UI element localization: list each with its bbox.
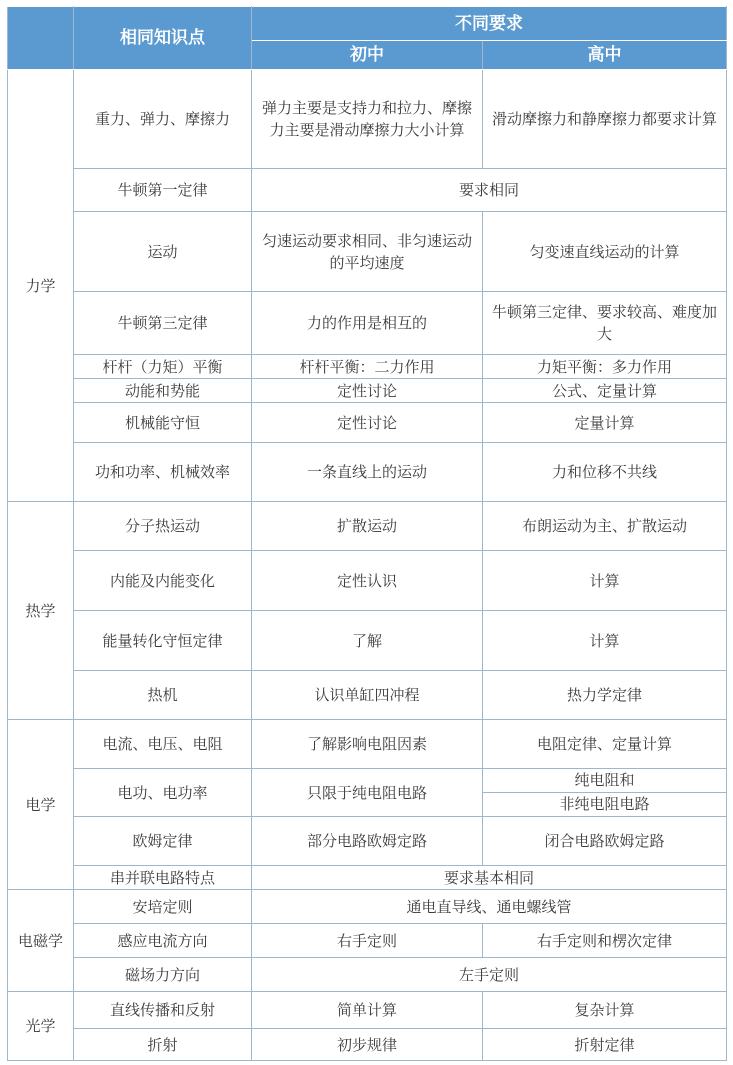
category-electricity: 电学 <box>8 720 74 890</box>
topic-cell: 安培定则 <box>74 890 252 924</box>
senior-cell-upper: 纯电阻和 <box>483 769 726 793</box>
topic-cell: 牛顿第一定律 <box>74 169 252 212</box>
table-row <box>8 720 727 769</box>
topic-cell: 热机 <box>74 671 252 720</box>
senior-split-cell <box>483 769 727 817</box>
senior-cell: 折射定律 <box>483 1029 727 1061</box>
senior-cell: 匀变速直线运动的计算 <box>483 212 727 292</box>
junior-cell: 右手定则 <box>252 924 483 958</box>
category-thermal: 热学 <box>8 502 74 720</box>
junior-cell: 一条直线上的运动 <box>252 443 483 502</box>
junior-cell: 了解影响电阻因素 <box>252 720 483 769</box>
junior-cell: 扩散运动 <box>252 502 483 551</box>
comparison-table <box>7 6 727 1061</box>
table-row <box>8 551 727 611</box>
topic-cell: 运动 <box>74 212 252 292</box>
senior-cell: 复杂计算 <box>483 992 727 1029</box>
topic-cell: 磁场力方向 <box>74 958 252 992</box>
shared-requirement-cell: 左手定则 <box>252 958 727 992</box>
senior-cell: 电阻定律、定量计算 <box>483 720 727 769</box>
junior-cell: 定性讨论 <box>252 379 483 403</box>
senior-cell: 计算 <box>483 611 727 671</box>
table-row <box>8 992 727 1029</box>
junior-cell: 定性认识 <box>252 551 483 611</box>
senior-cell: 计算 <box>483 551 727 611</box>
senior-cell: 定量计算 <box>483 403 727 443</box>
topic-cell: 杆杆（力矩）平衡 <box>74 355 252 379</box>
header-blank <box>8 7 74 70</box>
table-row <box>8 924 727 958</box>
table-row <box>8 403 727 443</box>
junior-cell: 初步规律 <box>252 1029 483 1061</box>
table-row <box>8 443 727 502</box>
topic-cell: 电功、电功率 <box>74 769 252 817</box>
table-row <box>8 866 727 890</box>
topic-cell: 欧姆定律 <box>74 817 252 866</box>
table-row <box>8 769 727 817</box>
senior-cell: 力矩平衡：多力作用 <box>483 355 727 379</box>
table-row <box>8 1029 727 1061</box>
shared-requirement-cell: 通电直导线、通电螺线管 <box>252 890 727 924</box>
header-junior: 初中 <box>252 41 483 70</box>
junior-cell: 匀速运动要求相同、非匀速运动的平均速度 <box>252 212 483 292</box>
junior-cell: 只限于纯电阻电路 <box>252 769 483 817</box>
table-row <box>8 958 727 992</box>
table-row <box>8 890 727 924</box>
topic-cell: 串并联电路特点 <box>74 866 252 890</box>
senior-cell: 闭合电路欧姆定路 <box>483 817 727 866</box>
shared-requirement-cell: 要求基本相同 <box>252 866 727 890</box>
topic-cell: 折射 <box>74 1029 252 1061</box>
category-electromagnetism: 电磁学 <box>8 890 74 992</box>
junior-cell: 定性讨论 <box>252 403 483 443</box>
topic-cell: 分子热运动 <box>74 502 252 551</box>
table-row <box>8 671 727 720</box>
topic-cell: 电流、电压、电阻 <box>74 720 252 769</box>
senior-cell: 力和位移不共线 <box>483 443 727 502</box>
junior-cell: 杆杆平衡：二力作用 <box>252 355 483 379</box>
topic-cell: 重力、弹力、摩擦力 <box>74 70 252 169</box>
junior-cell: 力的作用是相互的 <box>252 292 483 355</box>
topic-cell: 感应电流方向 <box>74 924 252 958</box>
table-row <box>8 292 727 355</box>
table-row <box>8 212 727 292</box>
table-row <box>8 817 727 866</box>
header-senior: 高中 <box>483 41 727 70</box>
topic-cell: 能量转化守恒定律 <box>74 611 252 671</box>
category-optics: 光学 <box>8 992 74 1061</box>
table-row <box>8 70 727 169</box>
senior-cell: 布朗运动为主、扩散运动 <box>483 502 727 551</box>
junior-cell: 部分电路欧姆定路 <box>252 817 483 866</box>
senior-cell-lower: 非纯电阻电路 <box>559 795 650 813</box>
table-row <box>8 355 727 379</box>
topic-cell: 牛顿第三定律 <box>74 292 252 355</box>
topic-cell: 直线传播和反射 <box>74 992 252 1029</box>
junior-cell: 认识单缸四冲程 <box>252 671 483 720</box>
senior-cell: 牛顿第三定律、要求较高、难度加大 <box>483 292 727 355</box>
table-row <box>8 169 727 212</box>
category-mechanics: 力学 <box>8 70 74 502</box>
table-row <box>8 379 727 403</box>
topic-cell: 动能和势能 <box>74 379 252 403</box>
shared-requirement-cell: 要求相同 <box>252 169 727 212</box>
senior-cell: 公式、定量计算 <box>483 379 727 403</box>
senior-cell: 右手定则和楞次定律 <box>483 924 727 958</box>
header-different-requirements: 不同要求 <box>252 7 727 41</box>
junior-cell: 弹力主要是支持力和拉力、摩擦力主要是滑动摩擦力大小计算 <box>252 70 483 169</box>
junior-cell: 简单计算 <box>252 992 483 1029</box>
table-row <box>8 502 727 551</box>
table-row <box>8 611 727 671</box>
topic-cell: 内能及内能变化 <box>74 551 252 611</box>
senior-cell: 滑动摩擦力和静摩擦力都要求计算 <box>483 70 727 169</box>
topic-cell: 机械能守恒 <box>74 403 252 443</box>
topic-cell: 功和功率、机械效率 <box>74 443 252 502</box>
senior-cell: 热力学定律 <box>483 671 727 720</box>
junior-cell: 了解 <box>252 611 483 671</box>
header-knowledge: 相同知识点 <box>74 7 252 70</box>
header-row <box>8 7 727 41</box>
